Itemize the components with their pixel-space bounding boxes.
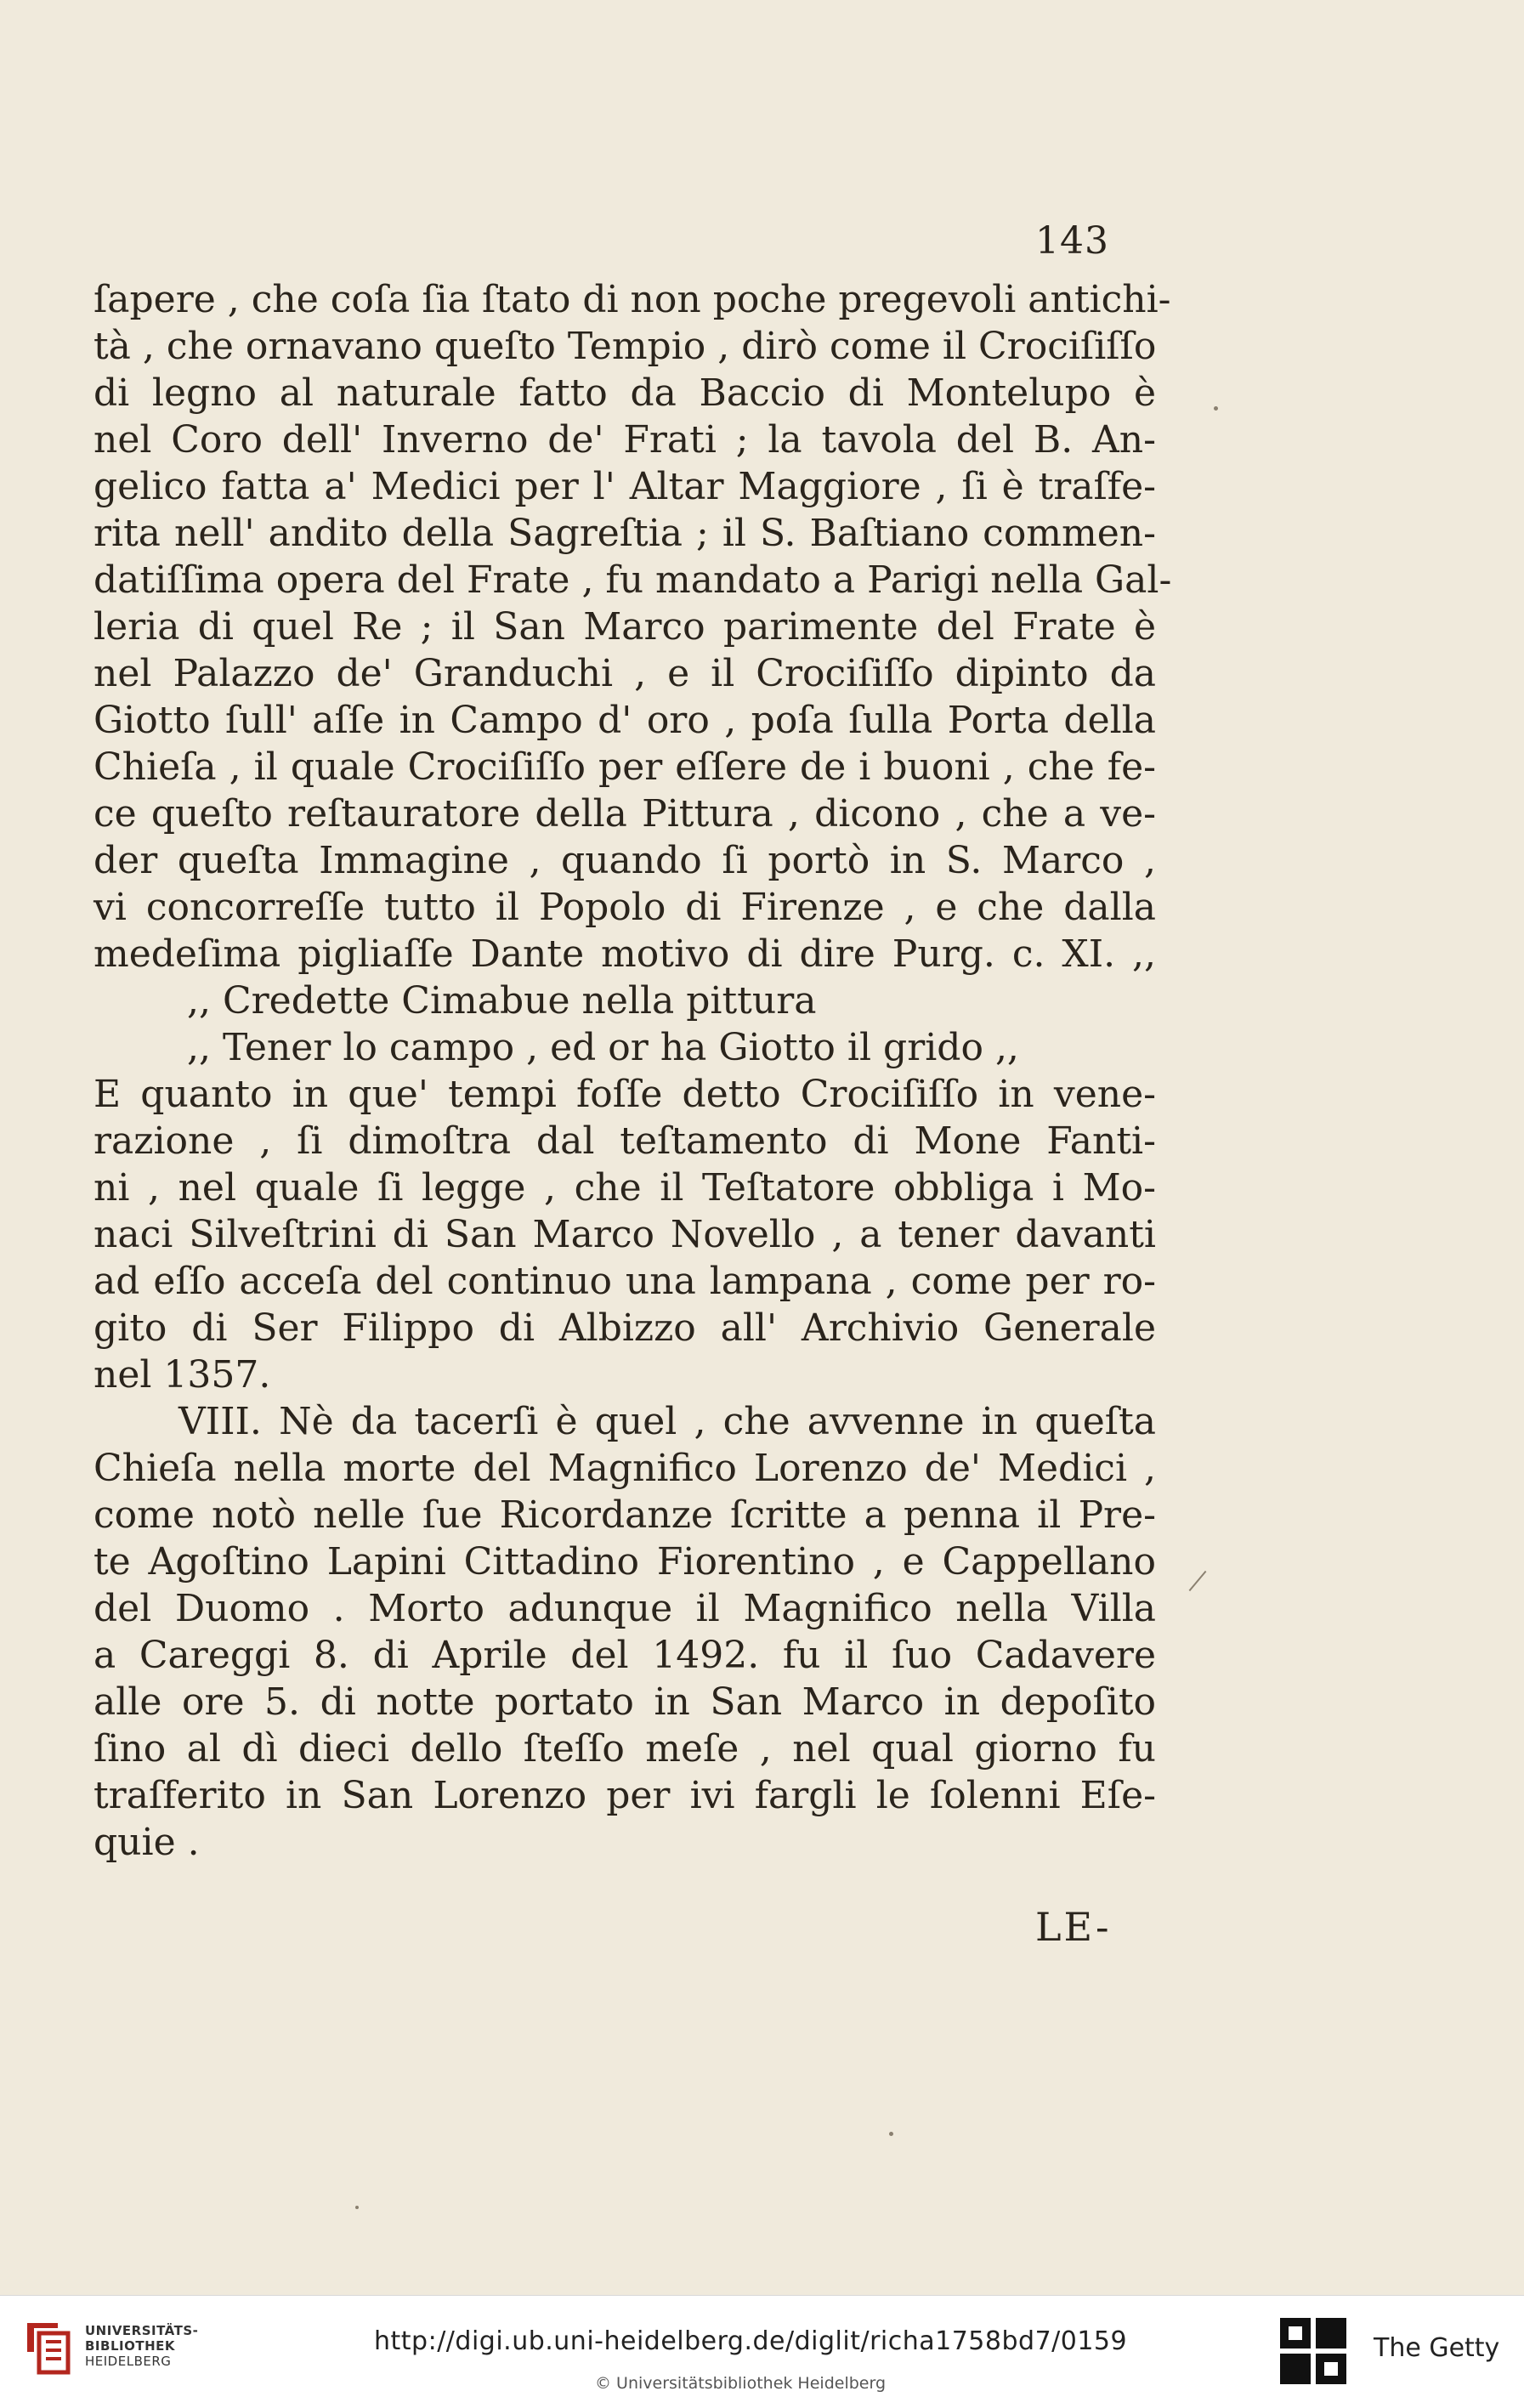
text-line: come notò nelle ſue Ricordanze ſcritte a penna il Pre- — [93, 1493, 1156, 1537]
footer-bar — [0, 2295, 1524, 2408]
text-line: traſferito in San Lorenzo per ivi fargli le ſolenni Eſe- — [93, 1774, 1156, 1817]
text-line: medeſima pigliaſſe Dante motivo di dire Purg. c. XI. ,, — [93, 932, 1156, 976]
text-line: ſapere , che coſa ſia ſtato di non poche pregevoli antichi- — [93, 278, 1171, 321]
university-seal-icon — [24, 2318, 75, 2377]
text-line: razione , ſi dimoſtra dal teſtamento di Mone Fanti- — [93, 1119, 1156, 1163]
text-line: Chieſa nella morte del Magnifico Lorenzo de' Medici , — [93, 1447, 1156, 1490]
text-line: a Careggi 8. di Aprile del 1492. fu il ſuo Cadavere — [93, 1634, 1156, 1677]
page-number: 143 — [1035, 219, 1109, 263]
copyright-notice: © Universitätsbibliothek Heidelberg — [595, 2374, 887, 2393]
text-line: vi concorreſſe tutto il Popolo di Firenze , e che dalla — [93, 886, 1156, 929]
margin-speck — [1214, 406, 1218, 411]
permalink-url[interactable]: http://digi.ub.uni-heidelberg.de/diglit/richa1758bd7/0159 — [374, 2326, 1128, 2356]
partner-name: The Getty — [1374, 2333, 1500, 2363]
text-line: tà , che ornavano queſto Tempio , dirò come il Crociſiſſo — [93, 325, 1157, 368]
text-line: te Agoſtino Lapini Cittadino Fiorentino , e Cappellano — [93, 1540, 1156, 1584]
text-line: quie . — [93, 1821, 200, 1864]
getty-logo-icon — [1278, 2316, 1348, 2386]
verse-line: ,, Tener lo campo , ed or ha Giotto il grido ,, — [187, 1026, 1019, 1069]
text-line: ad eſſo acceſa del continuo una lampana , come per ro- — [93, 1260, 1156, 1303]
text-line: Chieſa , il quale Crociſiſſo per eſſere de i buoni , che fe- — [93, 745, 1156, 789]
text-line: E quanto in que' tempi foſſe detto Crociſiſſo in vene- — [93, 1073, 1156, 1116]
text-line: VIII. Nè da tacerſi è quel , che avvenne in queſta — [178, 1400, 1156, 1443]
text-line: rita nell' andito della Sagreſtia ; il S. Baſtiano commen- — [93, 512, 1156, 555]
text-line: nel Coro dell' Inverno de' Frati ; la tavola del B. An- — [93, 418, 1156, 462]
text-line: gito di Ser Filippo di Albizzo all' Archivio Generale — [93, 1306, 1156, 1350]
margin-speck — [355, 2206, 359, 2209]
margin-stroke — [1189, 1571, 1207, 1591]
text-line: di legno al naturale fatto da Baccio di Montelupo è — [93, 371, 1156, 415]
text-line: ſino al dì dieci dello ſteſſo meſe , nel qual giorno fu — [93, 1727, 1156, 1771]
text-line: leria di quel Re ; il San Marco parimente del Frate è — [93, 605, 1156, 649]
text-line: gelico fatta a' Medici per l' Altar Maggiore , ſi è traſfe- — [93, 465, 1156, 508]
text-line: del Duomo . Morto adunque il Magnifico nella Villa — [93, 1587, 1156, 1630]
text-line: Giotto ſull' aſſe in Campo d' oro , poſa ſulla Porta della — [93, 699, 1156, 742]
verse-line: ,, Credette Cimabue nella pittura — [187, 979, 817, 1023]
text-line: nel Palazzo de' Granduchi , e il Crociſiſſo dipinto da — [93, 652, 1156, 695]
institution-line: UNIVERSITÄTS- — [85, 2323, 199, 2338]
institution-line: BIBLIOTHEK — [85, 2338, 175, 2354]
text-line: alle ore 5. di notte portato in San Marco in depoſito — [93, 1680, 1156, 1724]
text-line: der queſta Immagine , quando ſi portò in S. Marco , — [93, 839, 1156, 882]
text-line: datiſſima opera del Frate , fu mandato a Parigi nella Gal- — [93, 558, 1172, 602]
institution-line: HEIDELBERG — [85, 2354, 172, 2369]
catchword: LE- — [1035, 1904, 1112, 1950]
text-line: naci Silveſtrini di San Marco Novello , a tener davanti — [93, 1213, 1156, 1256]
institution-name — [85, 2323, 198, 2369]
text-line: nel 1357. — [93, 1353, 271, 1397]
text-line: ni , nel quale ſi legge , che il Teſtatore obbliga i Mo- — [93, 1166, 1156, 1210]
margin-speck — [889, 2132, 893, 2136]
body-text — [93, 276, 1172, 1866]
text-line: ce queſto reſtauratore della Pittura , dicono , che a ve- — [93, 792, 1156, 836]
